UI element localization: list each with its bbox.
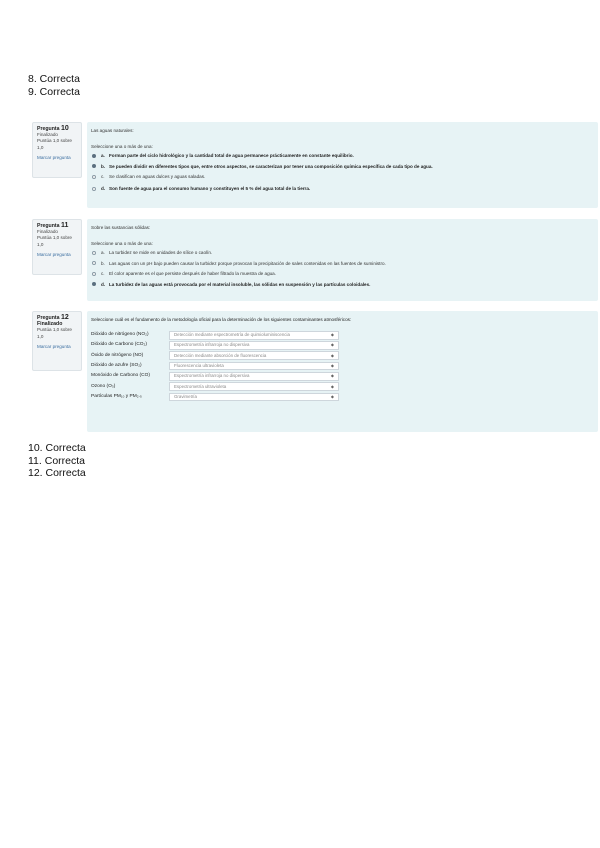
checkbox-icon[interactable] <box>92 272 96 276</box>
dropdown-caret-icon: ◆ <box>330 383 334 389</box>
question-info <box>32 122 82 178</box>
question-score: Puntúa 1,0 sobre 1,0 <box>37 138 72 150</box>
flag-question-link[interactable]: Marcar pregunta <box>37 251 71 257</box>
answer-line: 9. Correcta <box>28 85 80 98</box>
question-10 <box>32 122 598 208</box>
flag-question-link[interactable]: Marcar pregunta <box>37 154 71 160</box>
option-b[interactable]: b. Las aguas con un pH bajo pueden causar la turbidez porque provocan la precipitación de sales contenidas en las fuentes de suministro. <box>91 261 592 267</box>
dropdown-caret-icon: ◆ <box>330 373 334 379</box>
question-12 <box>32 311 598 432</box>
question-info <box>32 219 82 275</box>
top-answers <box>28 73 80 98</box>
dropdown-caret-icon: ◆ <box>330 393 334 399</box>
dropdown-caret-icon: ◆ <box>330 352 334 358</box>
question-status: Finalizado <box>37 321 63 328</box>
checkbox-checked-icon[interactable] <box>92 282 96 286</box>
answer-line: 10. Correcta <box>28 442 86 454</box>
question-prompt: Seleccione una o más de una: <box>91 144 153 149</box>
match-row: Dióxido de Carbono (CO₂) Espectrometría infrarroja no dispersiva ◆ <box>91 340 592 350</box>
answer-line: 11. Correcta <box>28 454 85 467</box>
match-row: Monóxido de Carbono (CO) Espectrometría infrarroja no dispersiva ◆ <box>91 371 592 381</box>
checkbox-checked-icon[interactable] <box>92 164 96 168</box>
question-status: Finalizado <box>37 132 58 138</box>
option-c[interactable]: c. El color aparente es el que persiste después de haber filtrado la muestra de agua. <box>91 271 592 277</box>
question-number: Pregunta 11 <box>37 222 69 229</box>
option-c[interactable]: c. Se clasifican en aguas dulces y aguas saladas. <box>91 174 592 180</box>
match-row: Partículas PM₁₀ y PM₂.₅ Gravimetría ◆ <box>91 392 592 402</box>
flag-question-link[interactable]: Marcar pregunta <box>37 343 71 349</box>
question-info <box>32 311 82 371</box>
question-content <box>87 219 598 301</box>
option-a[interactable]: a. La turbidez se mide en unidades de sílice o caolín. <box>91 250 592 256</box>
answer-line: 8. Correcta <box>28 73 80 85</box>
question-text: Sobre las sustancias sólidas: <box>91 225 151 230</box>
match-row: Dióxido de azufre (SO₂) Fluorescencia ultravioleta ◆ <box>91 361 592 371</box>
answer-select[interactable]: Espectrometría infrarroja no dispersiva ◆ <box>169 372 339 381</box>
answer-select[interactable]: Espectrometría infrarroja no dispersiva ◆ <box>169 341 339 350</box>
bottom-answers <box>28 442 86 480</box>
question-prompt: Seleccione una o más de una: <box>91 241 153 246</box>
question-status: Finalizado <box>37 229 58 235</box>
question-score: Puntúa 1,0 sobre 1,0 <box>37 327 72 339</box>
question-content <box>87 311 598 432</box>
question-number: Pregunta 12 <box>37 314 69 321</box>
checkbox-checked-icon[interactable] <box>92 154 96 158</box>
question-text: Las aguas naturales: <box>91 128 134 133</box>
question-11 <box>32 219 598 301</box>
answer-select[interactable]: Espectrometría ultravioleta ◆ <box>169 382 339 391</box>
answer-select[interactable]: Detección mediante absorción de fluorescencia ◆ <box>169 351 339 360</box>
option-d[interactable]: d. Son fuente de agua para el consumo humano y constituyen el 5 % del agua total de la tierra. <box>91 186 592 192</box>
question-score: Puntúa 1,0 sobre 1,0 <box>37 235 72 247</box>
checkbox-icon[interactable] <box>92 187 96 191</box>
match-row: Dióxido de nitrógeno (NO₂) Detección mediante espectrometría de quimioluminiscencia ◆ <box>91 330 592 340</box>
match-row: Óxido de nitrógeno (NO) Detección mediante absorción de fluorescencia ◆ <box>91 351 592 361</box>
answer-select[interactable]: Fluorescencia ultravioleta ◆ <box>169 362 339 371</box>
answer-select[interactable]: Detección mediante espectrometría de quimioluminiscencia ◆ <box>169 331 339 340</box>
question-number: Pregunta 10 <box>37 125 69 132</box>
dropdown-caret-icon: ◆ <box>330 332 334 338</box>
question-text: Seleccione cuál es el fundamento de la metodología oficial para la determinación de los siguientes contaminantes atmosféricos: <box>91 317 352 322</box>
checkbox-icon[interactable] <box>92 175 96 179</box>
dropdown-caret-icon: ◆ <box>330 342 334 348</box>
match-row: Ozono (O₃) Espectrometría ultravioleta ◆ <box>91 381 592 391</box>
checkbox-icon[interactable] <box>92 251 96 255</box>
dropdown-caret-icon: ◆ <box>330 363 334 369</box>
option-a[interactable]: a. Forman parte del ciclo hidrológico y la cantidad total de agua permanece prácticamente en constante equilibrio. <box>91 153 592 159</box>
answer-line: 12. Correcta <box>28 467 86 479</box>
question-content <box>87 122 598 208</box>
option-d[interactable]: d. La turbidez de las aguas está provocada por el material insoluble, las sólidas en suspensión y las partículas coloidales. <box>91 282 592 288</box>
checkbox-icon[interactable] <box>92 261 96 265</box>
option-b[interactable]: b. Se pueden dividir en diferentes tipos que, entre otros aspectos, se caracterizan por tener una composición química específica de cada tipo de agua. <box>91 164 592 170</box>
answer-select[interactable]: Gravimetría ◆ <box>169 393 339 402</box>
